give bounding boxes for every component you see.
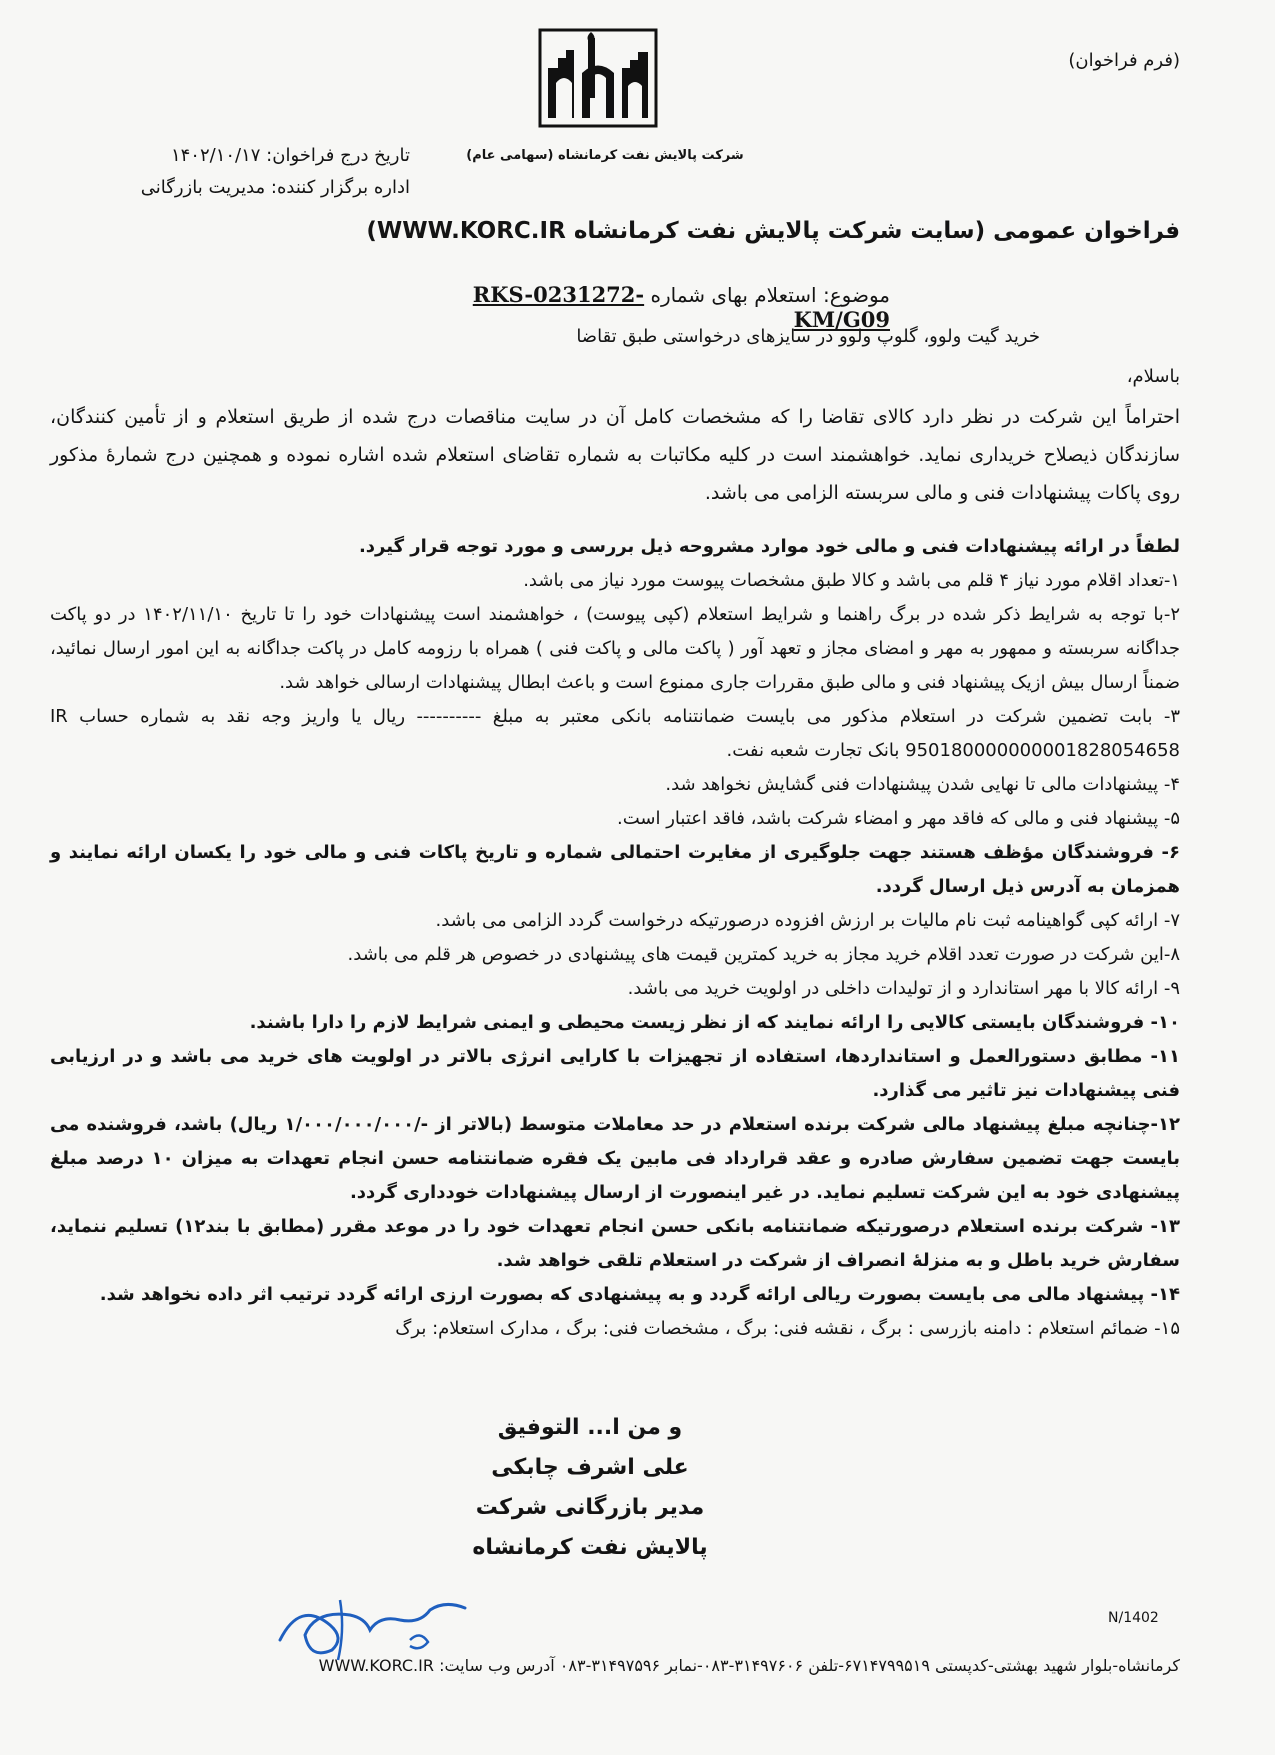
signatory-name: علی اشرف چابکی (491, 1455, 689, 1480)
closing-phrase: و من ا... التوفیق (497, 1415, 683, 1440)
list-item: ۸-این شرکت در صورت تعدد اقلام خرید مجاز به خرید کمترین قیمت های پیشنهادی در خصوص هر قلم می باشد. (347, 944, 1180, 965)
publish-date: تاریخ درج فراخوان: ۱۴۰۲/۱۰/۱۷ (170, 145, 410, 166)
organizer: اداره برگزار کننده: مدیریت بازرگانی (140, 177, 410, 198)
list-item: ۱-تعداد اقلام مورد نیاز ۴ قلم می باشد و کالا طبق مشخصات پیوست مورد نیاز می باشد. (523, 570, 1180, 591)
form-label: (فرم فراخوان) (1068, 50, 1180, 71)
list-item: ۱۳- شرکت برنده استعلام درصورتیکه ضمانتنامه بانکی حسن انجام تعهدات خود را در موعد مقرر (مطابق با بند۱۲) تسلیم ننماید، سفارش خرید باطل و به منزلهٔ انصراف از شرکت در استعلام تلقی خواهد شد. (50, 1216, 1180, 1271)
list-item: ۱۱- مطابق دستورالعمل و استانداردها، استفاده از تجهیزات با کارایی انرژی بالاتر در اولویت های خرید می باشد و در ارزیابی فنی پیشنهادات نیز تاثیر می گذارد. (50, 1046, 1180, 1101)
company-name-under-logo: شرکت پالایش نفت کرمانشاه (سهامی عام) (466, 148, 744, 163)
conditions-list (50, 530, 1180, 1346)
signatory-title: مدیر بازرگانی شرکت پالایش نفت کرمانشاه (472, 1495, 708, 1560)
list-item: ۴- پیشنهادات مالی تا نهایی شدن پیشنهادات فنی گشایش نخواهد شد. (665, 774, 1180, 795)
intro-paragraph (50, 398, 1180, 512)
footer-address: کرمانشاه-بلوار شهید بهشتی-کدپستی ۶۷۱۴۷۹۹۵۱۹-تلفن ۳۱۴۹۷۶۰۶-۰۸۳-نمابر ۳۱۴۹۷۵۹۶-۰۸۳ آدرس وب سایت: WWW.KORC.IR (318, 1656, 1180, 1675)
closing-block (440, 1408, 740, 1568)
company-logo (538, 28, 658, 128)
list-item: ۱۰- فروشندگان بایستی کالایی را ارائه نمایند که از نظر زیست محیطی و ایمنی شرایط لازم را دارا باشند. (249, 1012, 1180, 1033)
list-item: ۶- فروشندگان مؤظف هستند جهت جلوگیری از مغایرت احتمالی شماره و تاریخ پاکات فنی و مالی خود را یکسان ارائه نمایند و همزمان به آدرس ذیل ارسال گردد. (50, 842, 1180, 897)
list-item: ۱۲-چنانچه مبلغ پیشنهاد مالی شرکت برنده استعلام در حد معاملات متوسط (بالاتر از -/۱/۰۰۰/۰۰۰/۰۰۰ ریال) باشد، فروشنده می بایست جهت تضمین سفارش صادره و عقد قرارداد فی مابین یک فقره ضمانتنامه حسن انجام تعهدات به میزان ۱۰ درصد مبلغ پیشنهادی خود به این شرکت تسلیم نماید. در غیر اینصورت از ارسال پیشنهادات خودداری گردد. (50, 1114, 1181, 1203)
greeting: باسلام، (1126, 366, 1180, 387)
intro-text: احتراماً این شرکت در نظر دارد کالای تقاضا را که مشخصات کامل آن در سایت مناقصات درج شده از طریق استعلام و از تأمین کنندگان، سازندگان ذیصلاح خریداری نماید. خواهشمند است در کلیه مکاتبات به شماره تقاضای استعلام شده اشاره نموده و همچنین درج شمارهٔ مذکور روی پاکات پیشنهادات فنی و مالی سربسته الزامی می باشد. (50, 406, 1180, 504)
date-block (70, 140, 410, 204)
list-item: ۱۵- ضمائم استعلام : دامنه بازرسی : برگ ، نقشه فنی: برگ ، مشخصات فنی: برگ ، مدارک استعلام: برگ (395, 1318, 1180, 1339)
list-item: ۷- ارائه کپی گواهینامه ثبت نام مالیات بر ارزش افزوده درصورتیکه درخواست گردد الزامی می باشد. (435, 910, 1180, 931)
document-code: N/1402 (1108, 1610, 1159, 1626)
list-item: ۳- بابت تضمین شرکت در استعلام مذکور می بایست ضمانتنامه بانکی معتبر به مبلغ ---------- ریال یا واریز وجه نقد به شماره حساب IR 950180000000001828054658 بانک تجارت شعبه نفت. (50, 706, 1180, 761)
subject-reference: RKS-0231272-KM/G09 (472, 282, 890, 332)
list-item: ۲-با توجه به شرایط ذکر شده در برگ راهنما و شرایط استعلام (کپی پیوست) ، خواهشمند است پیشنهادات خود را تا تاریخ ۱۴۰۲/۱۱/۱۰ در دو پاکت جداگانه سربسته و ممهور به مهر و امضای مجاز و تعهد آور ( پاکت مالی و پاکت فنی ) همراه با رزومه کامل در پاکت جداگانه به این امور ارسال نمائید، ضمناً ارسال بیش ازیک پیشنهاد فنی و مالی طبق مقررات جاری ممنوع است و باعث ابطال پیشنهادات ارسالی خواهد شد. (50, 604, 1180, 693)
list-item: ۹- ارائه کالا با مهر استاندارد و از تولیدات داخلی در اولویت خرید می باشد. (627, 978, 1180, 999)
subject-line (380, 282, 890, 332)
intro-note: لطفاً در ارائه پیشنهادات فنی و مالی خود موارد مشروحه ذیل بررسی و مورد توجه قرار گیرد. (358, 536, 1180, 557)
document-heading: فراخوان عمومی (سایت شرکت پالایش نفت کرمانشاه WWW.KORC.IR) (366, 218, 1180, 244)
subject-label: موضوع: استعلام بهای شماره (650, 283, 890, 307)
list-item: ۱۴- پیشنهاد مالی می بایست بصورت ریالی ارائه گردد و به پیشنهادی که بصورت ارزی ارائه گردد ترتیب اثر داده نخواهد شد. (99, 1284, 1180, 1305)
subject-description: خرید گیت ولوو، گلوپ ولوو در سایزهای درخواستی طبق تقاضا (576, 326, 1040, 347)
list-item: ۵- پیشنهاد فنی و مالی که فاقد مهر و امضاء شرکت باشد، فاقد اعتبار است. (617, 808, 1180, 829)
